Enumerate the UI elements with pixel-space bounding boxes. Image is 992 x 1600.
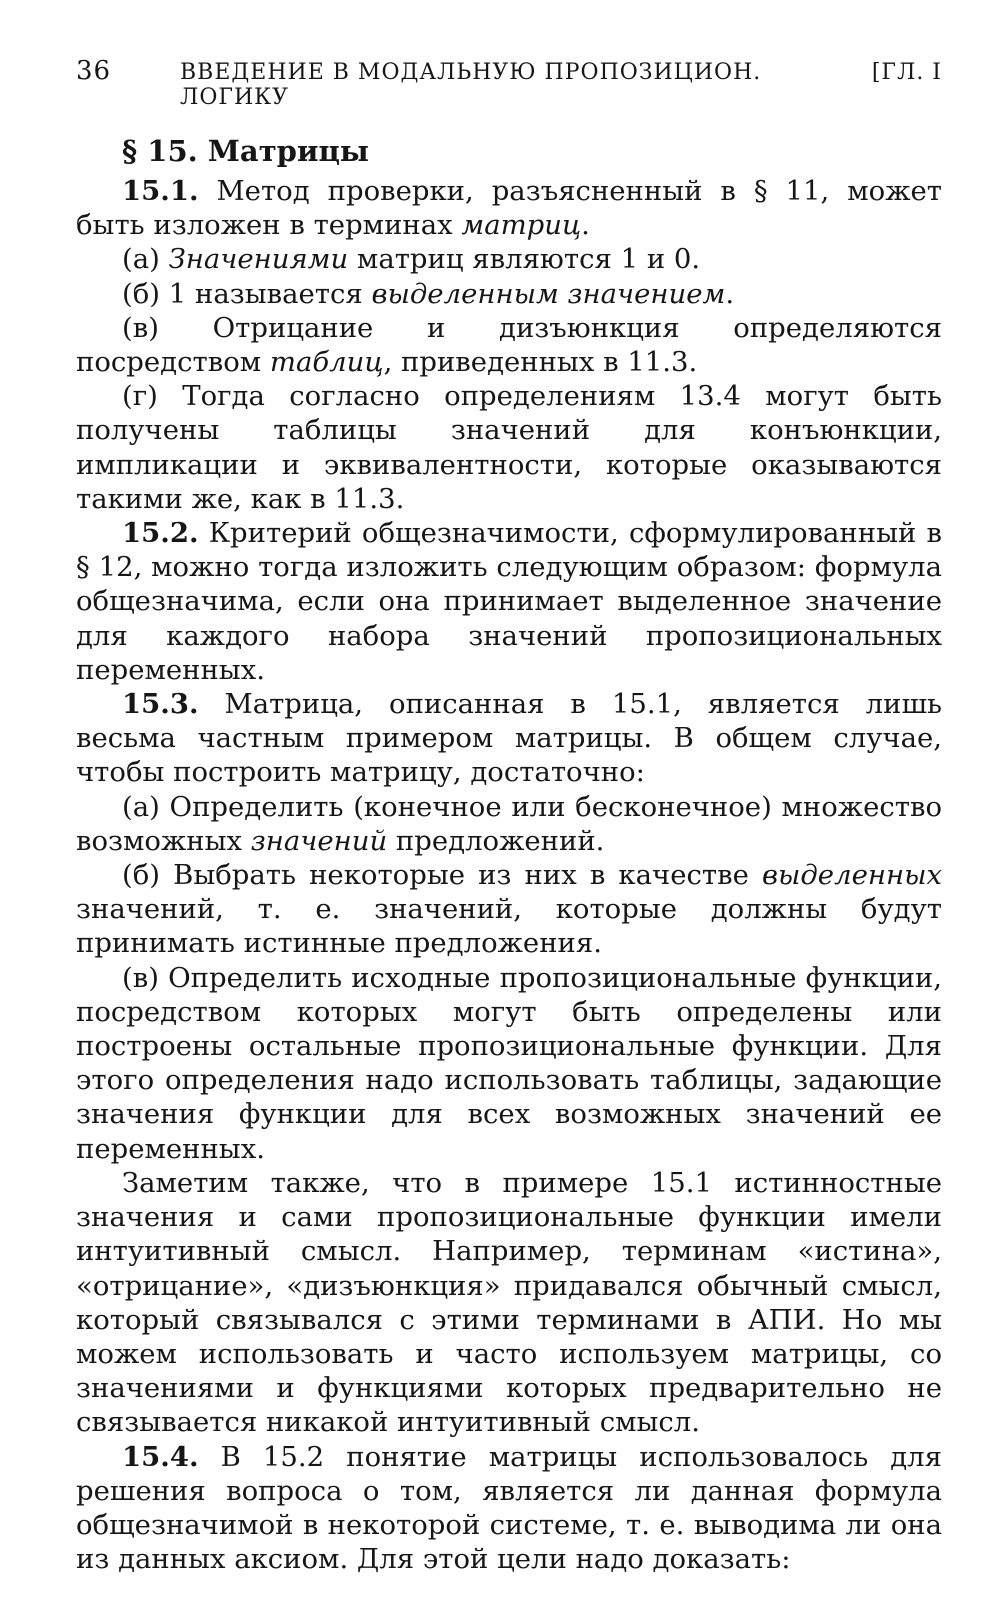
paragraph-label: 15.2. — [122, 517, 199, 550]
italic-term: таблиц — [269, 346, 384, 379]
paragraph-text: (в) Определить исходные пропозициональные функции, посредством которых могут быть определены или построены остальные пропозициональные функции. Для этого определения надо использовать таблицы, задающие значения функции для всех возможных значений ее переменных. — [76, 961, 942, 1165]
italic-term: выделенных — [761, 859, 942, 892]
paragraph-text: (г) Тогда согласно определениям 13.4 могут быть получены таблицы значений для конъюнкции, импликации и эквивалентности, которые оказываются такими же, как в 11.3. — [76, 380, 942, 515]
paragraph-text: предложений. — [387, 824, 605, 857]
paragraph-text: В 15.2 понятие матрицы использовалось для решения вопроса о том, является ли данная формула общезначимой в некоторой системе, т. е. выводима ли она из данных аксиом. Для этой цели надо доказать: — [76, 1440, 942, 1576]
item-15-3-a — [76, 790, 942, 858]
paragraph-15-2 — [76, 516, 942, 687]
item-15-3-b — [76, 858, 942, 961]
italic-term: матриц — [461, 209, 582, 242]
chapter-marker: [ГЛ. I — [871, 60, 942, 85]
item-15-3-c — [76, 961, 942, 1166]
paragraph-text: Метод проверки, разъясненный в § 11, может быть изложен в терминах — [76, 175, 942, 242]
paragraph-text: (в) Отрицание и дизъюнкция определяются посредством — [76, 311, 942, 379]
item-15-1-b — [76, 277, 942, 311]
paragraph-text: (б) Выбрать некоторые из них в качестве — [122, 859, 762, 892]
item-15-1-c — [76, 311, 942, 379]
book-page — [76, 56, 942, 1576]
paragraph-text: Матрица, описанная в 15.1, является лишь весьма частным примером матрицы. В общем случае, чтобы построить матрицу, достаточно: — [76, 688, 942, 789]
paragraph-15-4 — [76, 1440, 942, 1577]
paragraph-text: . — [581, 209, 590, 242]
running-header — [76, 56, 942, 110]
italic-term: Значениями — [168, 243, 349, 276]
paragraph-remark — [76, 1166, 942, 1440]
paragraph-text: (б) 1 называется — [122, 277, 372, 310]
paragraph-text: (а) Определить (конечное или бесконечное) множество возможных — [76, 790, 942, 857]
page-number: 36 — [76, 56, 112, 86]
paragraph-15-3 — [76, 687, 942, 790]
italic-term: значений — [250, 824, 388, 857]
paragraph-label: 15.1. — [122, 175, 199, 207]
paragraph-text: Заметим также, что в примере 15.1 истинностные значения и сами пропозициональные функции имели интуитивный смысл. Например, терминам «истина», «отрицание», «дизъюнкция» придавался обычный смысл, который связывался с этими терминами в АПИ. Но мы можем использовать и часто используем матрицы, со значениями и функциями которых предварительно не связывается никакой интуитивный смысл. — [76, 1166, 942, 1439]
paragraph-15-1 — [76, 174, 942, 242]
paragraph-label: 15.4. — [122, 1440, 199, 1473]
paragraph-text: значений, т. е. значений, которые должны будут принимать истинные предложения. — [76, 893, 942, 960]
running-title: ВВЕДЕНИЕ В МОДАЛЬНУЮ ПРОПОЗИЦИОН. ЛОГИКУ — [180, 60, 762, 110]
paragraph-text: , приведенных в 11.3. — [383, 346, 698, 379]
section-title: § 15. Матрицы — [122, 134, 369, 168]
paragraph-text: (а) — [122, 243, 169, 276]
paragraph-text: Критерий общезначимости, сформулированный в § 12, можно тогда изложить следующим образом: формула общезначима, если она принимает выделенное значение для каждого набора значений пропозициональных переменных. — [76, 517, 942, 686]
paragraph-text: . — [725, 277, 735, 310]
paragraph-text: матриц являются 1 и 0. — [348, 243, 701, 276]
item-15-1-a — [76, 242, 942, 276]
item-15-1-d — [76, 379, 942, 516]
paragraph-label: 15.3. — [122, 688, 199, 721]
italic-term: выделенным значением — [371, 277, 726, 310]
